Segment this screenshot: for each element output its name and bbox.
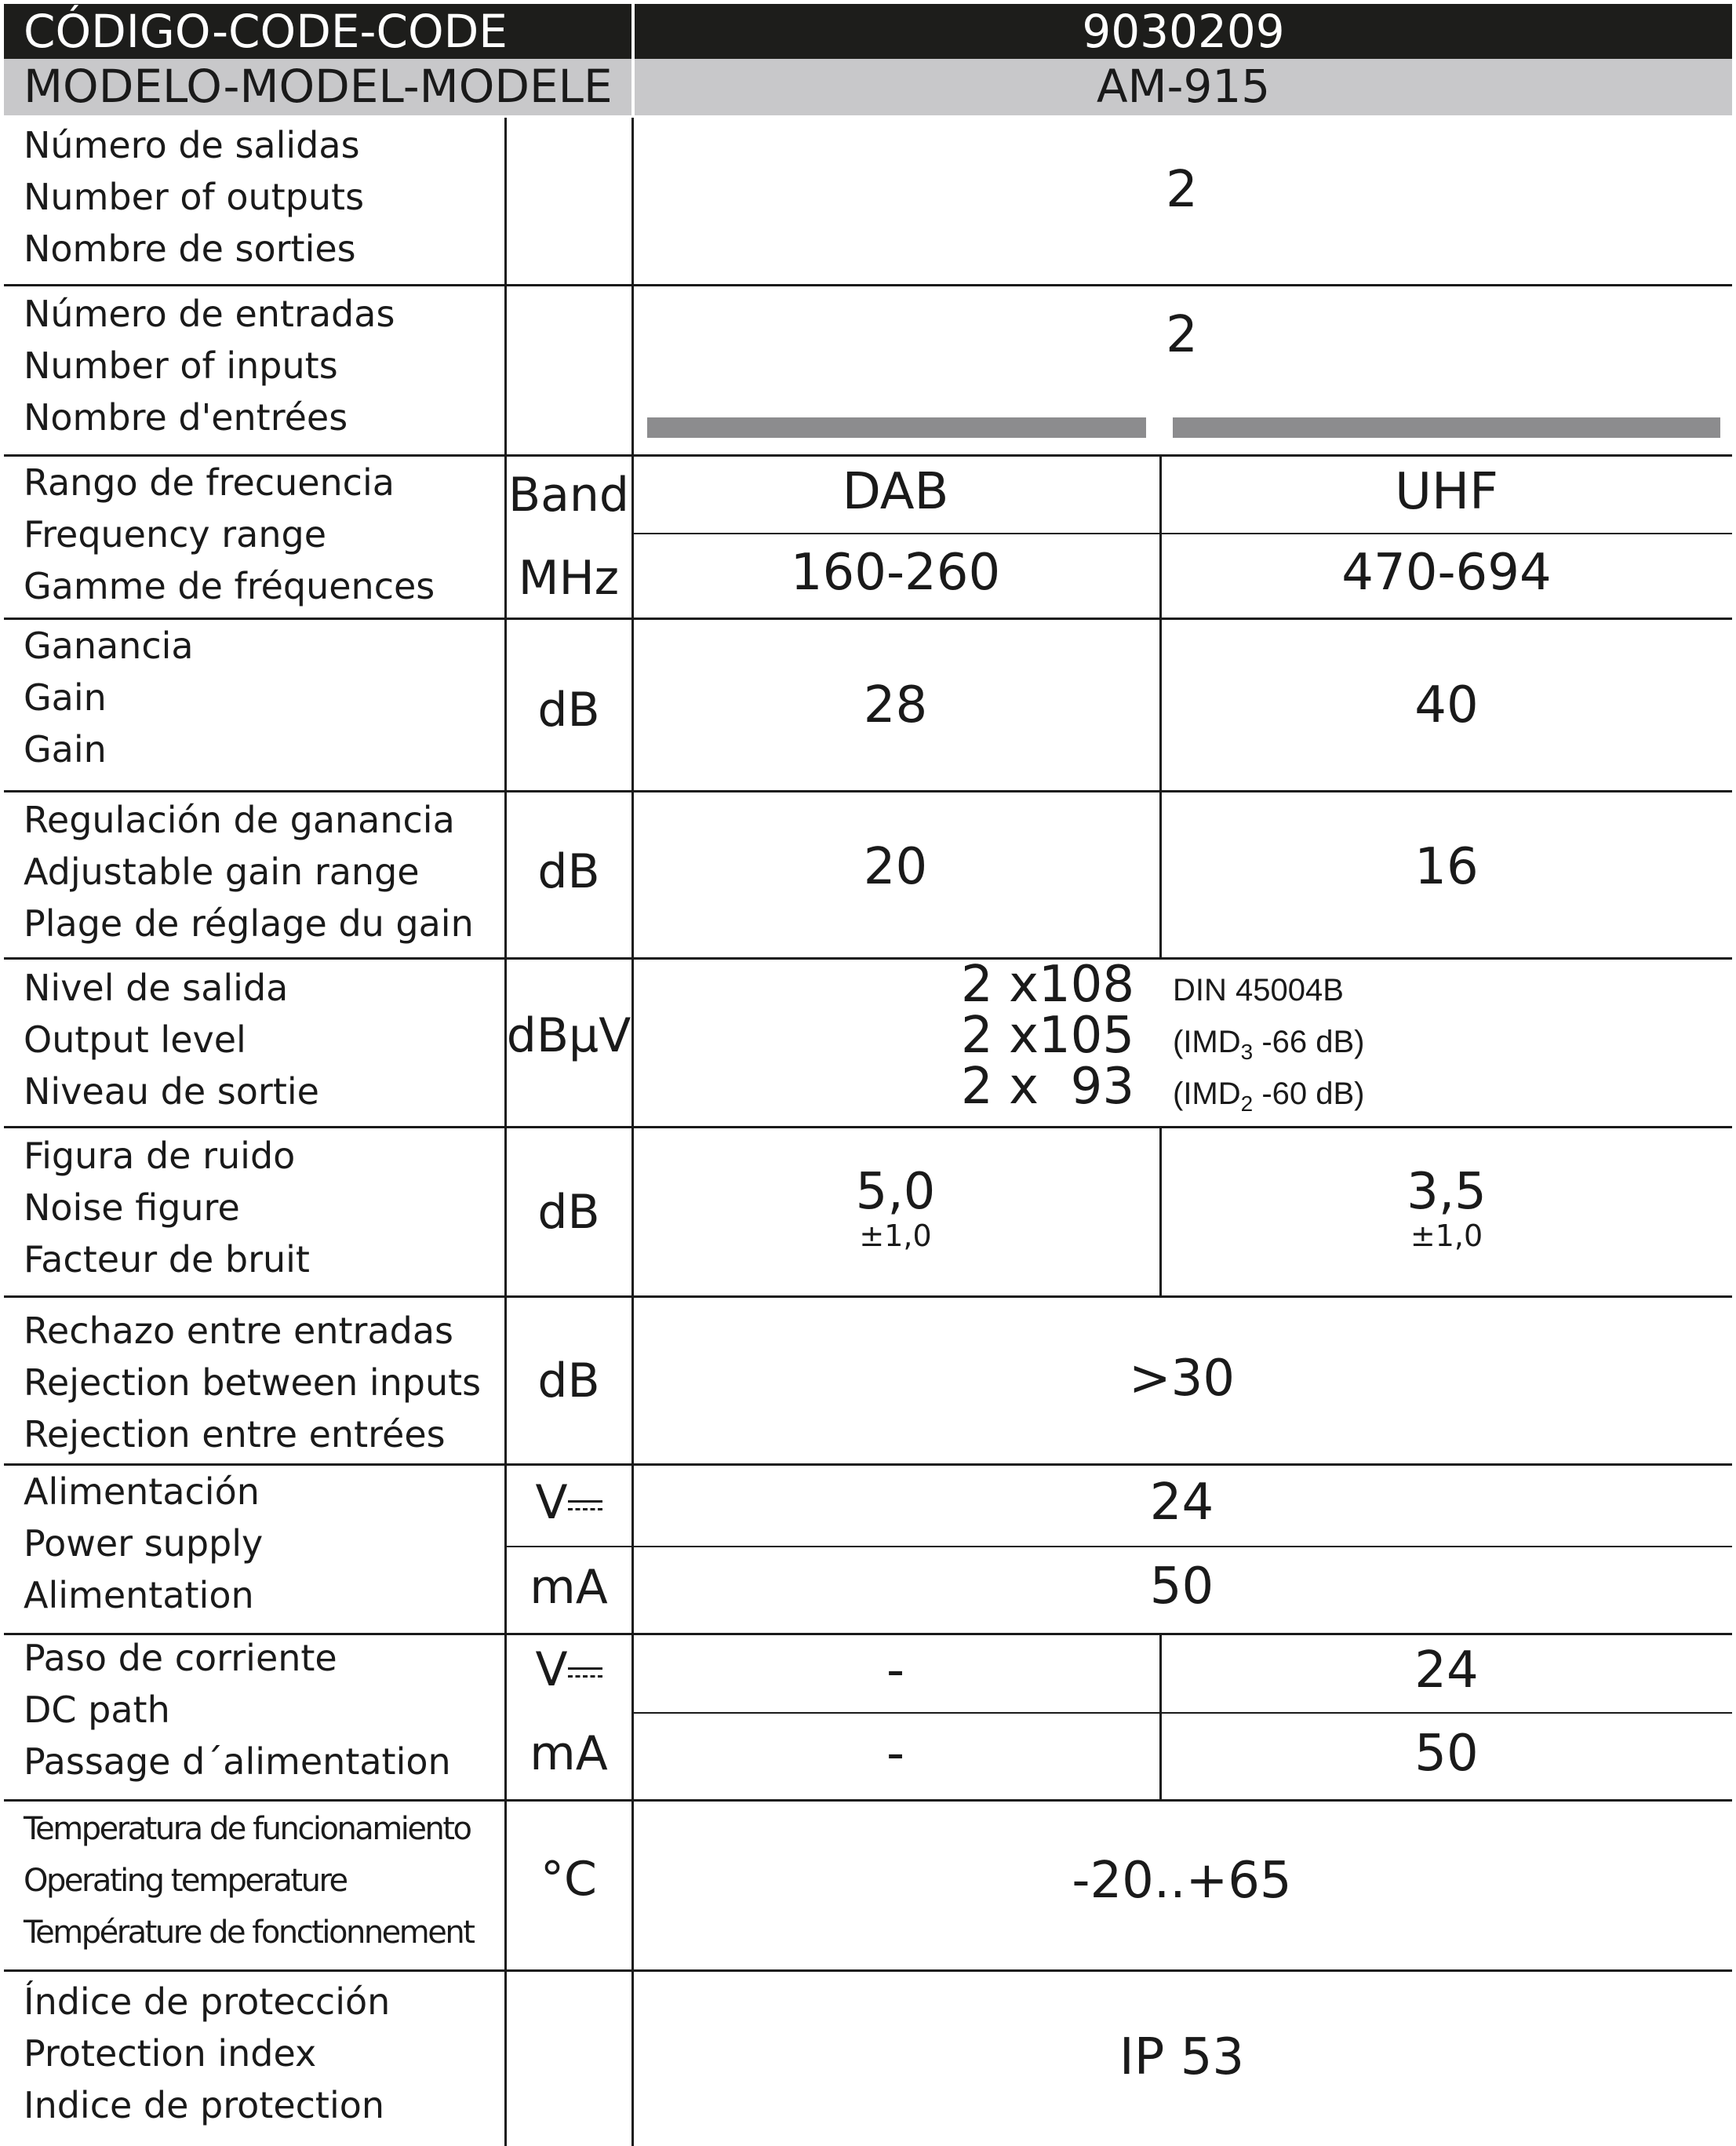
model-value: AM-915 — [1096, 60, 1271, 113]
code-label: CÓDIGO-CODE-CODE — [24, 5, 508, 58]
input-bar-dab — [647, 417, 1146, 438]
gain-labels: Ganancia Gain Gain — [24, 625, 194, 771]
power-current-value: 50 — [1149, 1558, 1214, 1616]
sub-row-divider — [504, 1546, 1732, 1547]
dc-path-current-dab: - — [886, 1725, 905, 1783]
output-level-labels: Nivel de salida Output level Niveau de sortie — [24, 967, 319, 1113]
outputs-value: 2 — [1166, 161, 1198, 219]
gain-unit: dB — [537, 683, 600, 738]
dc-symbol-icon — [568, 1664, 602, 1680]
dc-symbol-icon — [568, 1497, 602, 1513]
protection-labels: Índice de protección Protection index Indice de protection — [24, 1980, 391, 2126]
range-uhf: 470-694 — [1341, 544, 1552, 602]
band-dab: DAB — [842, 463, 949, 521]
row-divider — [4, 1295, 1732, 1298]
noise-dab: 5,0 — [855, 1163, 936, 1221]
frequency-labels: Rango de frecuencia Frequency range Gamme de fréquences — [24, 461, 435, 607]
temperature-unit: °C — [540, 1852, 597, 1907]
noise-unit: dB — [537, 1185, 600, 1240]
temperature-value: -20..+65 — [1072, 1852, 1292, 1910]
sub-row-divider — [631, 533, 1732, 534]
code-header-row — [4, 4, 1732, 59]
gain-reg-labels: Regulación de ganancia Adjustable gain range Plage de réglage du gain — [24, 799, 474, 945]
output-level-line-2: 2 x105 — [961, 1007, 1135, 1065]
power-labels: Alimentación Power supply Alimentation — [24, 1470, 264, 1616]
rejection-unit: dB — [537, 1354, 600, 1408]
dc-path-voltage-dab: - — [886, 1641, 905, 1700]
gain-reg-uhf: 16 — [1414, 838, 1479, 896]
imd3-note: ($IMD_3$ -66 dB) — [1173, 1025, 1365, 1064]
output-level-line-3: 2 x 93 — [961, 1058, 1135, 1116]
outputs-labels: Número de salidas Number of outputs Nombre de sorties — [24, 124, 365, 270]
noise-dab-tolerance: ±1,0 — [859, 1219, 932, 1253]
temperature-labels: Temperatura de funcionamiento Operating temperature Température de fonctionnement — [24, 1811, 474, 1951]
protection-value: IP 53 — [1119, 2028, 1245, 2086]
sub-row-divider — [631, 1712, 1732, 1714]
row-divider — [4, 618, 1732, 620]
din-standard-note: DIN 45004B — [1173, 973, 1344, 1007]
rejection-value: >30 — [1128, 1350, 1236, 1408]
noise-uhf-tolerance: ±1,0 — [1410, 1219, 1483, 1253]
range-dab: 160-260 — [790, 544, 1001, 602]
model-label: MODELO-MODEL-MODELE — [24, 60, 613, 113]
output-level-line-1: 2 x108 — [961, 956, 1135, 1014]
row-divider — [4, 1969, 1732, 1972]
inputs-labels: Número de entradas Number of inputs Nombre d'entrées — [24, 293, 395, 439]
dc-path-labels: Paso de corriente DC path Passage d´alimentation — [24, 1637, 451, 1783]
gain-dab: 28 — [863, 676, 928, 734]
input-bar-uhf — [1173, 417, 1720, 438]
row-divider — [4, 1463, 1732, 1466]
row-divider — [4, 790, 1732, 792]
code-value: 9030209 — [1082, 5, 1285, 58]
output-level-unit: dBµV — [506, 1008, 631, 1063]
gain-uhf: 40 — [1414, 676, 1479, 734]
row-divider — [4, 284, 1732, 286]
model-header-row — [4, 59, 1732, 115]
gain-reg-dab: 20 — [863, 838, 928, 896]
header-divider — [631, 4, 635, 59]
band-uhf: UHF — [1395, 463, 1498, 521]
row-divider — [4, 1126, 1732, 1128]
gain-reg-unit: dB — [537, 844, 600, 899]
dc-path-voltage-uhf: 24 — [1414, 1641, 1479, 1700]
row-divider — [4, 1799, 1732, 1802]
unit-column-left-border — [504, 118, 507, 2146]
imd2-note: ($IMD_2$ -60 dB) — [1173, 1077, 1365, 1116]
rejection-labels: Rechazo entre entradas Rejection between inputs Rejection entre entrées — [24, 1310, 482, 1456]
dc-path-current-unit: mA — [530, 1726, 608, 1781]
power-voltage-unit: V — [506, 1475, 631, 1530]
header-divider — [631, 59, 635, 115]
mhz-unit: MHz — [518, 551, 620, 606]
band-unit: Band — [508, 468, 630, 523]
dc-path-current-uhf: 50 — [1414, 1725, 1479, 1783]
noise-labels: Figura de ruido Noise figure Facteur de bruit — [24, 1135, 310, 1281]
dc-path-voltage-unit: V — [506, 1642, 631, 1697]
value-column-left-border — [631, 118, 634, 2146]
power-current-unit: mA — [530, 1560, 608, 1615]
inputs-value: 2 — [1166, 306, 1198, 364]
noise-uhf: 3,5 — [1407, 1163, 1487, 1221]
row-divider — [4, 957, 1732, 960]
power-voltage-value: 24 — [1149, 1474, 1214, 1532]
